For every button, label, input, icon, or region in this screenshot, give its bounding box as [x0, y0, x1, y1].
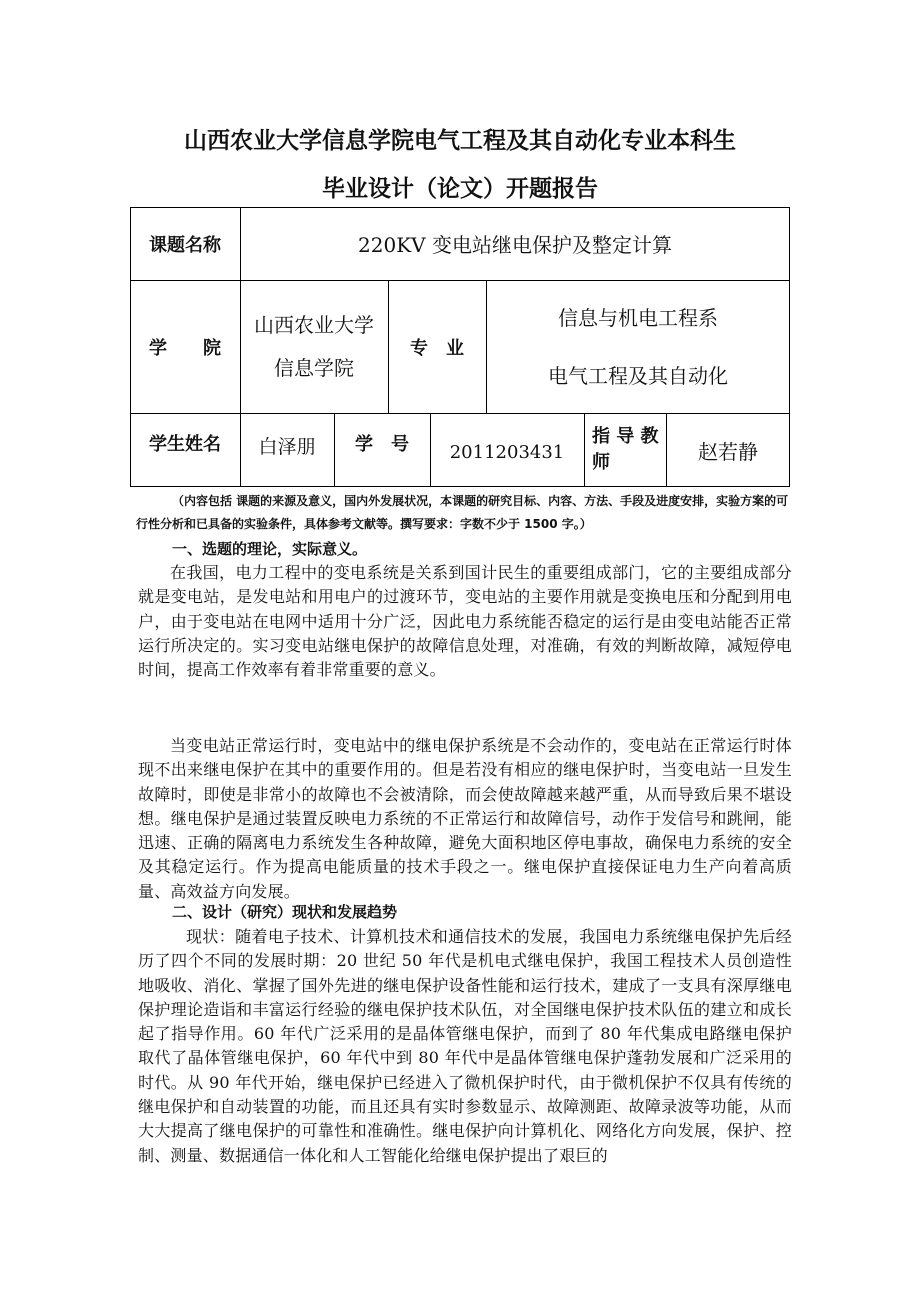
- student-id-label: 学 号: [355, 434, 409, 455]
- advisor-label: [584, 413, 666, 487]
- student-name-label: 学生姓名: [149, 434, 221, 455]
- section-1-heading: 一、选题的理论，实际意义。: [172, 540, 368, 558]
- advisor-label-line-2: 师: [592, 452, 610, 473]
- college-value-line-1: 山西农业大学: [254, 312, 374, 337]
- major-value-line-2: 电气工程及其自动化: [548, 363, 728, 388]
- major-label: 专 业: [410, 337, 464, 359]
- student-name-value: 白泽朋: [258, 435, 316, 458]
- college-value: [240, 280, 388, 413]
- college-value-line-2: 信息学院: [274, 355, 354, 380]
- section-2-heading: 二、设计（研究）现状和发展趋势: [172, 903, 398, 921]
- section-1-paragraph-2: 当变电站正常运行时，变电站中的继电保护系统是不会动作的，变电站在正常运行时体现不出来继电保护在其中的重要作用的。但是若没有相应的继电保护时，当变电站一旦发生故障时，即使是非常小的故障也不会被清除，而会使故障越来越严重，从而导致后果不堪设想。继电保护是通过装置反映电力系统的不正常运行和故障信号，动作于发信号和跳闸，能迅速、正确的隔离电力系统发生各种故障，避免大面积地区停电事故，确保电力系统的安全及其稳定运行。作为提高电能质量的技术手段之一。继电保护直接保证电力生产向着高质量、高效益方向发展。: [138, 736, 792, 901]
- report-title-line-1: 山西农业大学信息学院电气工程及其自动化专业本科生: [184, 128, 736, 154]
- topic-label: 课题名称: [149, 234, 221, 256]
- info-table: [130, 207, 790, 487]
- advisor-value: 赵若静: [698, 439, 758, 464]
- advisor-label-line-1: 指 导 教: [592, 426, 659, 447]
- major-value: [486, 280, 790, 413]
- student-id-value: 2011203431: [449, 441, 565, 463]
- major-value-line-1: 信息与机电工程系: [558, 305, 718, 330]
- section-2-paragraph-1: 现状：随着电子技术、计算机技术和通信技术的发展，我国电力系统继电保护先后经历了四个不同的发展时期：20 世纪 50 年代是机电式继电保护，我国工程技术人员创造性地吸收、消化、掌握了国外先进的继电保护设备性能和运行技术，建成了一支具有深厚继电保护理论造诣和丰富运行经验的继电保护技术队伍，对全国继电保护技术队伍的建立和成长起了指导作用。60 年代广泛采用的是晶体管继电保护，而到了 80 年代集成电路继电保护取代了晶体管继电保护，60 年代中到 80 年代中是晶体管继电保护蓬勃发展和广泛采用的时代。从 90 年代开始，继电保护已经进入了微机保护时代，由于微机保护不仅具有传统的继电保护和自动装置的功能，而且还具有实时参数显示、故障测距、故障录波等功能，从而大大提高了继电保护的可靠性和准确性。继电保护向计算机化、网络化方向发展，保护、控制、测量、数据通信一体化和人工智能化给继电保护提出了艰巨的: [138, 927, 792, 1165]
- content-instructions: （内容包括 课题的来源及意义，国内外发展状况，本课题的研究目标、内容、方法、手段及进度安排，实验方案的可行性分析和已具备的实验条件，具体参考文献等。撰写要求：字数不少于 1500 字。）: [136, 494, 789, 531]
- college-label: 学 院: [149, 337, 221, 359]
- section-1-paragraph-1: 在我国，电力工程中的变电系统是关系到国计民生的重要组成部门，它的主要组成部分就是变电站，是发电站和用电户的过渡环节，变电站的主要作用就是变换电压和分配到用电户，由于变电站在电网中适用十分广泛，因此电力系统能否稳定的运行是由变电站能否正常运行所决定的。实习变电站继电保护的故障信息处理，对准确，有效的判断故障，减短停电时间，提高工作效率有着非常重要的意义。: [138, 563, 792, 680]
- topic-value: 220KV 变电站继电保护及整定计算: [358, 233, 672, 257]
- report-title-line-2: 毕业设计（论文）开题报告: [322, 176, 598, 202]
